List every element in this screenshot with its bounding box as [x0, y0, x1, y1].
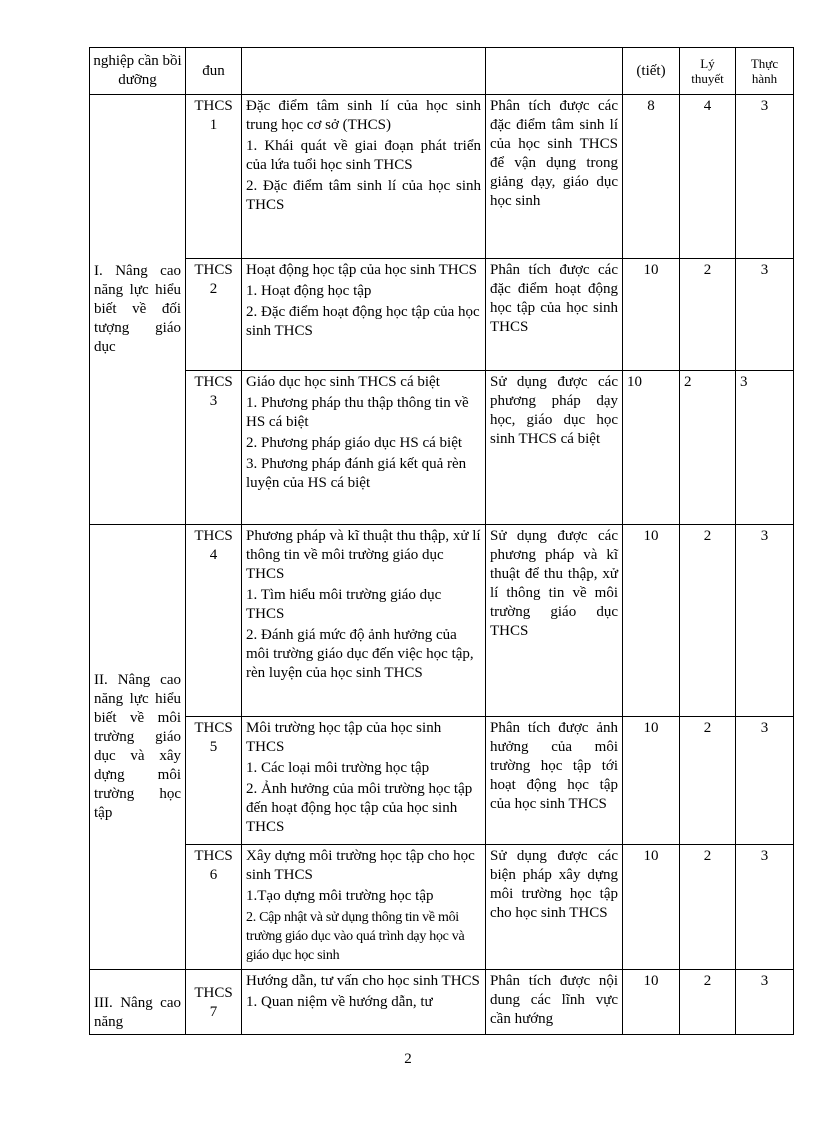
table-row — [90, 371, 794, 525]
practice-hours: 3 — [736, 259, 794, 371]
module-objective: Phân tích được các đặc điểm tâm sinh lí của học sinh THCS để vận dụng trong giảng dạy, giáo dục học sinh — [486, 95, 623, 259]
theory-hours: 2 — [680, 970, 736, 1035]
table-row — [90, 259, 794, 371]
module-content — [242, 845, 486, 970]
theory-hours: 2 — [680, 371, 736, 525]
practice-hours: 3 — [736, 845, 794, 970]
header-practice: Thực hành — [736, 48, 794, 95]
practice-hours: 3 — [736, 525, 794, 717]
module-objective: Phân tích được ảnh hưởng của môi trường học tập tới hoạt động học tập của học sinh THCS — [486, 717, 623, 845]
module-objective: Sử dụng được các phương pháp dạy học, giáo dục học sinh THCS cá biệt — [486, 371, 623, 525]
total-hours: 8 — [623, 95, 680, 259]
group-label: III. Nâng cao năng — [90, 970, 186, 1035]
content-item: 1. Tìm hiểu môi trường giáo dục THCS — [246, 587, 442, 622]
total-hours: 10 — [623, 717, 680, 845]
table-row — [90, 525, 794, 717]
module-objective: Sử dụng được các phương pháp và kĩ thuật để thu thập, xử lí thông tin về môi trường giáo dục THCS — [486, 525, 623, 717]
module-code: THCS 6 — [186, 845, 242, 970]
curriculum-table — [89, 47, 794, 1035]
module-content — [242, 525, 486, 717]
module-code: THCS 7 — [186, 970, 242, 1035]
practice-hours: 3 — [736, 95, 794, 259]
content-item: 1. Hoạt động học tập — [246, 283, 372, 299]
content-item: 2. Đặc điểm tâm sinh lí của học sinh THCS — [246, 178, 481, 213]
content-title: Hướng dẫn, tư vấn cho học sinh THCS — [246, 973, 480, 989]
content-item: 1. Quan niệm về hướng dẫn, tư — [246, 994, 433, 1010]
module-code: THCS 2 — [186, 259, 242, 371]
header-row — [90, 48, 794, 95]
theory-hours: 2 — [680, 717, 736, 845]
content-title: Môi trường học tập của học sinh THCS — [246, 720, 442, 755]
header-total: (tiết) — [623, 48, 680, 95]
module-content — [242, 717, 486, 845]
theory-hours: 2 — [680, 525, 736, 717]
content-item: 3. Phương pháp đánh giá kết quả rèn luyện của HS cá biệt — [246, 456, 467, 491]
practice-hours: 3 — [736, 970, 794, 1035]
total-hours: 10 — [623, 970, 680, 1035]
table-row — [90, 717, 794, 845]
content-title: Giáo dục học sinh THCS cá biệt — [246, 374, 440, 390]
module-objective: Phân tích được các đặc điểm hoạt động học tập của học sinh THCS — [486, 259, 623, 371]
table-row — [90, 970, 794, 1035]
module-objective: Phân tích được nội dung các lĩnh vực cần hướng — [486, 970, 623, 1035]
practice-hours: 3 — [736, 371, 794, 525]
table-row — [90, 845, 794, 970]
module-content — [242, 259, 486, 371]
theory-hours: 2 — [680, 845, 736, 970]
theory-hours: 4 — [680, 95, 736, 259]
module-code: THCS 5 — [186, 717, 242, 845]
header-objective — [486, 48, 623, 95]
content-item: 2. Ảnh hưởng của môi trường học tập đến hoạt động học tập của học sinh THCS — [246, 781, 473, 835]
module-objective: Sử dụng được các biện pháp xây dựng môi trường học tập cho học sinh THCS — [486, 845, 623, 970]
header-group: nghiệp cần bồi dưỡng — [90, 48, 186, 95]
content-title: Xây dựng môi trường học tập cho học sinh THCS — [246, 848, 475, 883]
content-item: 1.Tạo dựng môi trường học tập — [246, 888, 434, 904]
content-item: 2. Cập nhật và sử dụng thông tin về môi trường giáo dục vào quá trình dạy học và giáo dục học sinh — [246, 910, 465, 963]
header-theory: Lý thuyết — [680, 48, 736, 95]
total-hours: 10 — [623, 259, 680, 371]
group-label: II. Nâng cao năng lực hiểu biết về môi trường giáo dục và xây dựng môi trường học tập — [90, 525, 186, 970]
content-item: 2. Đánh giá mức độ ảnh hưởng của môi trường giáo dục đến việc học tập, rèn luyện của học sinh THCS — [246, 627, 474, 681]
header-module: đun — [186, 48, 242, 95]
content-item: 2. Đặc điểm hoạt động học tập của học sinh THCS — [246, 304, 480, 339]
table-row — [90, 95, 794, 259]
total-hours: 10 — [623, 371, 680, 525]
practice-hours: 3 — [736, 717, 794, 845]
theory-hours: 2 — [680, 259, 736, 371]
module-content — [242, 371, 486, 525]
total-hours: 10 — [623, 525, 680, 717]
module-code: THCS 3 — [186, 371, 242, 525]
content-item: 1. Các loại môi trường học tập — [246, 760, 430, 776]
content-title: Đặc điểm tâm sinh lí của học sinh trung học cơ sở (THCS) — [246, 98, 481, 133]
module-code: THCS 4 — [186, 525, 242, 717]
page-number: 2 — [404, 1051, 412, 1067]
module-code: THCS 1 — [186, 95, 242, 259]
content-item: 1. Phương pháp thu thập thông tin về HS cá biệt — [246, 395, 469, 430]
total-hours: 10 — [623, 845, 680, 970]
content-item: 2. Phương pháp giáo dục HS cá biệt — [246, 435, 463, 451]
header-content — [242, 48, 486, 95]
module-content — [242, 970, 486, 1035]
group-label: I. Nâng cao năng lực hiểu biết về đối tượng giáo dục — [90, 95, 186, 525]
content-item: 1. Khái quát về giai đoạn phát triển của lứa tuổi học sinh THCS — [246, 138, 481, 173]
content-title: Phương pháp và kĩ thuật thu thập, xử lí thông tin về môi trường giáo dục THCS — [246, 528, 481, 582]
content-title: Hoạt động học tập của học sinh THCS — [246, 262, 477, 278]
module-content — [242, 95, 486, 259]
